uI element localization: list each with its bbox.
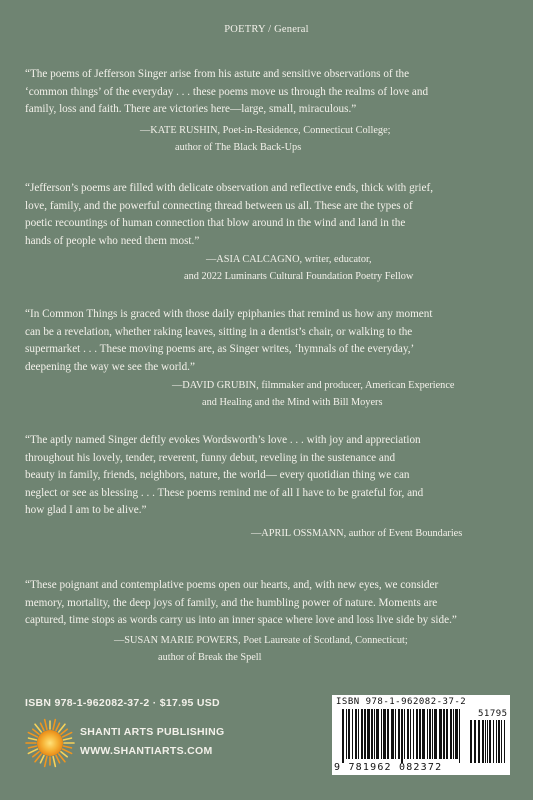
publisher-name: SHANTI ARTS PUBLISHING — [80, 726, 225, 738]
attribution-2 — [184, 251, 413, 285]
attribution-line: —ASIA CALCAGNO, writer, educator, — [206, 254, 372, 265]
attribution-line: —KATE RUSHIN, Poet-in-Residence, Connecticut College; — [140, 125, 391, 136]
blurb-line: supermarket . . . These moving poems are, as Singer writes, ‘hymnals of the everyday,’ — [25, 343, 415, 356]
blurb-line: deepening the way we see the world.” — [25, 360, 195, 373]
blurb-line: “In Common Things is graced with those daily epiphanies that remind us how any moment — [25, 308, 433, 320]
blurb-line: poetic recountings of human connection that blow around in the wind and land in the — [25, 217, 406, 230]
blurb-line: ‘common things’ of the everyday . . . these poems move us through the realms of love and — [25, 85, 429, 98]
attribution-1 — [140, 122, 391, 156]
attribution-line: —SUSAN MARIE POWERS, Poet Laureate of Scotland, Connecticut; — [114, 635, 408, 646]
blurb-line: captured, time stops as words carry us into an inner space where love and loss live side by side.” — [25, 614, 457, 627]
isbn-price-line — [25, 693, 220, 711]
category-label: POETRY / General — [224, 24, 309, 35]
attribution-5 — [114, 632, 408, 666]
attribution-4 — [251, 525, 462, 542]
blurb-line: “These poignant and contemplative poems open our hearts, and, with new eyes, we consider — [25, 579, 439, 591]
blurb-line: beauty in family, friends, neighbors, nature, the world— every quotidian thing we can — [25, 469, 410, 482]
blurb-4 — [25, 432, 507, 520]
blurb-line: hands of people who need them most.” — [25, 234, 200, 247]
blurb-line: how glad I am to be alive.” — [25, 504, 147, 517]
blurb-2 — [25, 180, 507, 250]
blurb-line: “The aptly named Singer deftly evokes Wordsworth’s love . . . with joy and appreciation — [25, 434, 421, 446]
attribution-3 — [172, 377, 454, 411]
sun-logo-icon — [25, 718, 75, 768]
blurb-line: throughout his lovely, tender, reverent, funny debut, reveling in the sustenance and — [25, 451, 396, 464]
blurb-line: neglect or see as blessing . . . These poems remind me of all I have to be grateful for, and — [25, 486, 424, 499]
blurb-line: love, family, and the powerful connecting thread between us all. These are the types of — [25, 199, 413, 212]
attribution-line: author of Break the Spell — [158, 652, 262, 663]
attribution-line: author of The Black Back-Ups — [175, 142, 302, 153]
barcode — [332, 695, 510, 775]
barcode-price-code: 51795 — [478, 709, 508, 719]
isbn-price-text: ISBN 978-1-962082-37-2 · $17.95 USD — [25, 697, 220, 709]
blurb-3 — [25, 306, 507, 376]
blurb-1 — [25, 66, 507, 119]
blurb-line: can be a revelation, whether raking leaves, sitting in a dentist’s chair, or walking to the — [25, 325, 413, 338]
attribution-line: and Healing and the Mind with Bill Moyers — [202, 397, 383, 408]
barcode-isbn-text: ISBN 978-1-962082-37-2 — [336, 697, 467, 707]
blurb-line: “Jefferson’s poems are filled with delicate observation and reflective ends, thick with grief, — [25, 182, 433, 194]
blurb-line: “The poems of Jefferson Singer arise from his astute and sensitive observations of the — [25, 68, 410, 80]
attribution-line: —APRIL OSSMANN, author of Event Boundaries — [251, 528, 463, 539]
attribution-line: —DAVID GRUBIN, filmmaker and producer, American Experience — [172, 380, 455, 391]
blurb-line: family, loss and faith. There are victories here—large, small, miraculous.” — [25, 103, 357, 116]
publisher-website[interactable]: WWW.SHANTIARTS.COM — [80, 745, 213, 757]
attribution-line: and 2022 Luminarts Cultural Foundation Poetry Fellow — [184, 271, 414, 282]
barcode-digits: 9 781962 082372 — [334, 762, 443, 773]
blurb-5 — [25, 577, 507, 630]
blurb-line: memory, mortality, the deep joys of family, and the humbling power of nature. Moments are — [25, 596, 438, 609]
